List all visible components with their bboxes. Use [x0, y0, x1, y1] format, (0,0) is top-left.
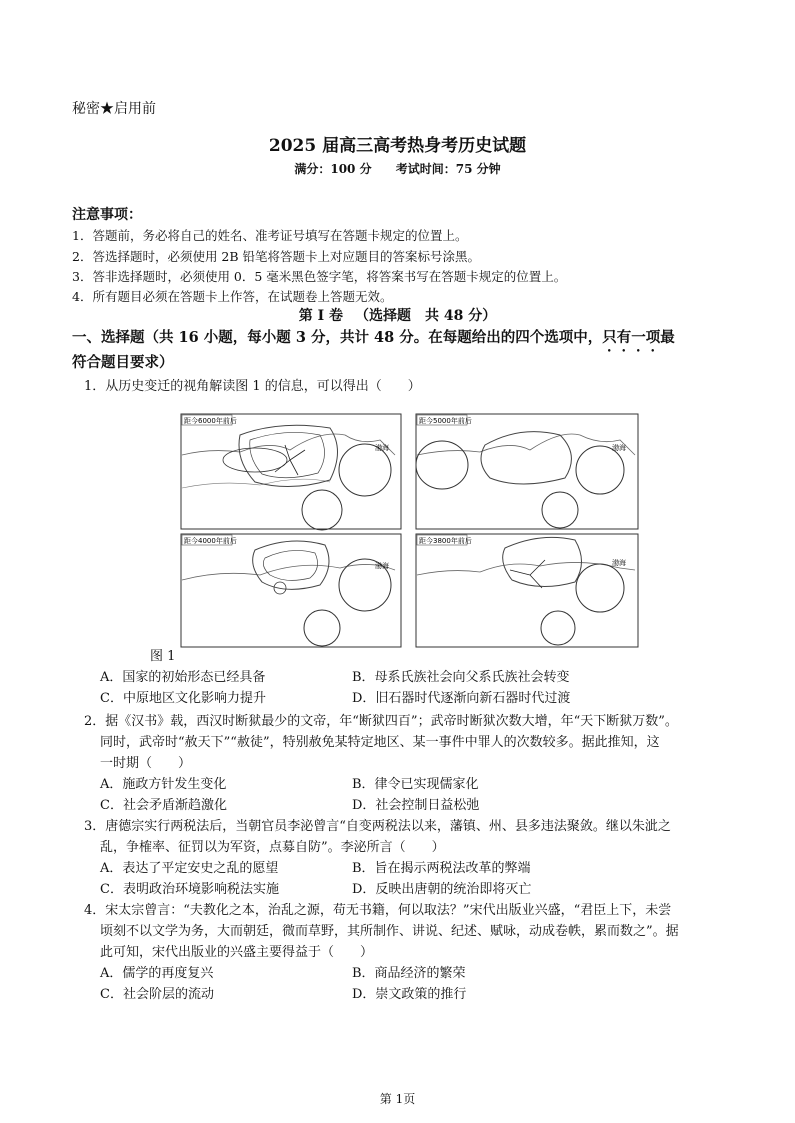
q4-option-d[interactable]: D．崇文政策的推行 [352, 987, 467, 1002]
question-4-stem-line: 顷刻不以文学为务，大而朝廷，微而草野，其所制作、讲说、纪述、赋咏，动成卷帙，累而数之”。据 [100, 924, 679, 939]
question-2-stem: 2．据《汉书》载，西汉时断狱最少的文帝，年“断狱四百”；武帝时断狱次数大增，年“天下断狱万数”。 [84, 714, 678, 729]
map-panel-5000 [416, 414, 638, 529]
question-4-stem: 4．宋太宗曾言：“夫教化之本，治乱之源，苟无书籍，何以取法？”宋代出版业兴盛，“君臣上下，未尝 [84, 903, 672, 918]
sea-label: 渤海 [375, 444, 389, 452]
q3-option-b[interactable]: B．旨在揭示两税法改革的弊端 [352, 861, 531, 876]
map-panel-4000 [181, 534, 401, 647]
map-frame [416, 534, 638, 647]
part1-instructions-line2: 符合题目要求） [72, 354, 174, 371]
map-label: 距今4000年前后 [184, 537, 237, 545]
q2-option-a[interactable]: A．施政方针发生变化 [100, 777, 227, 792]
q4-option-b[interactable]: B．商品经济的繁荣 [352, 966, 466, 981]
notice-item: 1．答题前，务必将自己的姓名、准考证号填写在答题卡规定的位置上。 [72, 228, 468, 243]
map-panel-6000 [181, 414, 401, 530]
figure-label: 图 1 [150, 649, 176, 664]
exam-subtitle [0, 160, 795, 177]
part1-emphasis: 只有一项 [602, 329, 661, 346]
map-frame [416, 414, 638, 529]
page-number: 第 1页 [379, 1092, 416, 1106]
part1-text-end: 最 [660, 329, 675, 346]
map-label: 距今3800年前后 [419, 537, 472, 545]
figure-1-maps [180, 410, 642, 650]
q4-option-a[interactable]: A．儒学的再度复兴 [100, 966, 214, 981]
q1-option-b[interactable]: B．母系氏族社会向父系氏族社会转变 [352, 670, 570, 685]
map-panel-3800 [416, 534, 638, 647]
part1-text: 一、选择题（共 16 小题，每小题 3 分，共计 48 分。在每题给出的四个选项中， [72, 329, 603, 346]
question-3-stem-line: 乱，争榷率、征罚以为军资，点募自防”。李泌所言（ ） [100, 840, 445, 855]
exam-time: 考试时间：75 分钟 [395, 162, 501, 176]
sea-label: 渤海 [375, 562, 389, 570]
q2-option-b[interactable]: B．律令已实现儒家化 [352, 777, 479, 792]
map-frame [181, 414, 401, 529]
question-2-stem-line: 同时，武帝时“赦天下”“赦徒”，特别赦免某特定地区、某一事件中罪人的次数较多。据此推知，这 [100, 735, 660, 750]
question-4-stem-line: 此可知，宋代出版业的兴盛主要得益于（ ） [100, 945, 374, 960]
sea-label: 渤海 [612, 444, 626, 452]
q3-option-d[interactable]: D．反映出唐朝的统治即将灭亡 [352, 882, 532, 897]
notice-heading: 注意事项： [72, 207, 142, 223]
map-label: 距今6000年前后 [184, 417, 237, 425]
confidential-mark: 秘密★启用前 [72, 101, 156, 117]
notice-item: 3．答非选择题时，必须使用 0．5 毫米黑色签字笔，将答案书写在答题卡规定的位置上。 [72, 269, 567, 284]
q2-option-d[interactable]: D．社会控制日益松弛 [352, 798, 480, 813]
q3-option-a[interactable]: A．表达了平定安史之乱的愿望 [100, 861, 279, 876]
volume-subtitle: （选择题 共 48 分） [355, 308, 497, 324]
q3-option-c[interactable]: C．表明政治环境影响税法实施 [100, 882, 279, 897]
sea-label: 渤海 [612, 559, 626, 567]
notice-item: 4．所有题目必须在答题卡上作答，在试题卷上答题无效。 [72, 289, 393, 304]
question-3-stem: 3．唐德宗实行两税法后，当朝官员李泌曾言“自变两税法以来，藩镇、州、县多违法聚敛。继以朱泚之 [84, 819, 671, 834]
question-2-stem-line: 一时期（ ） [100, 756, 192, 771]
q2-option-c[interactable]: C．社会矛盾渐趋激化 [100, 798, 227, 813]
notice-item: 2．答选择题时，必须使用 2B 铅笔将答题卡上对应题目的答案标号涂黑。 [72, 249, 481, 264]
map-label: 距今5000年前后 [419, 417, 472, 425]
question-1-stem: 1．从历史变迁的视角解读图 1 的信息，可以得出（ ） [84, 379, 421, 394]
q4-option-c[interactable]: C．社会阶层的流动 [100, 987, 214, 1002]
full-score: 满分：100 分 [294, 162, 372, 176]
q1-option-d[interactable]: D．旧石器时代逐渐向新石器时代过渡 [352, 691, 571, 706]
volume-label: 第 Ⅰ 卷 [298, 308, 344, 324]
q1-option-c[interactable]: C．中原地区文化影响力提升 [100, 691, 266, 706]
section-title [0, 305, 795, 325]
q1-option-a[interactable]: A．国家的初始形态已经具备 [100, 670, 266, 685]
exam-title: 2025 届高三高考热身考历史试题 [268, 136, 527, 156]
